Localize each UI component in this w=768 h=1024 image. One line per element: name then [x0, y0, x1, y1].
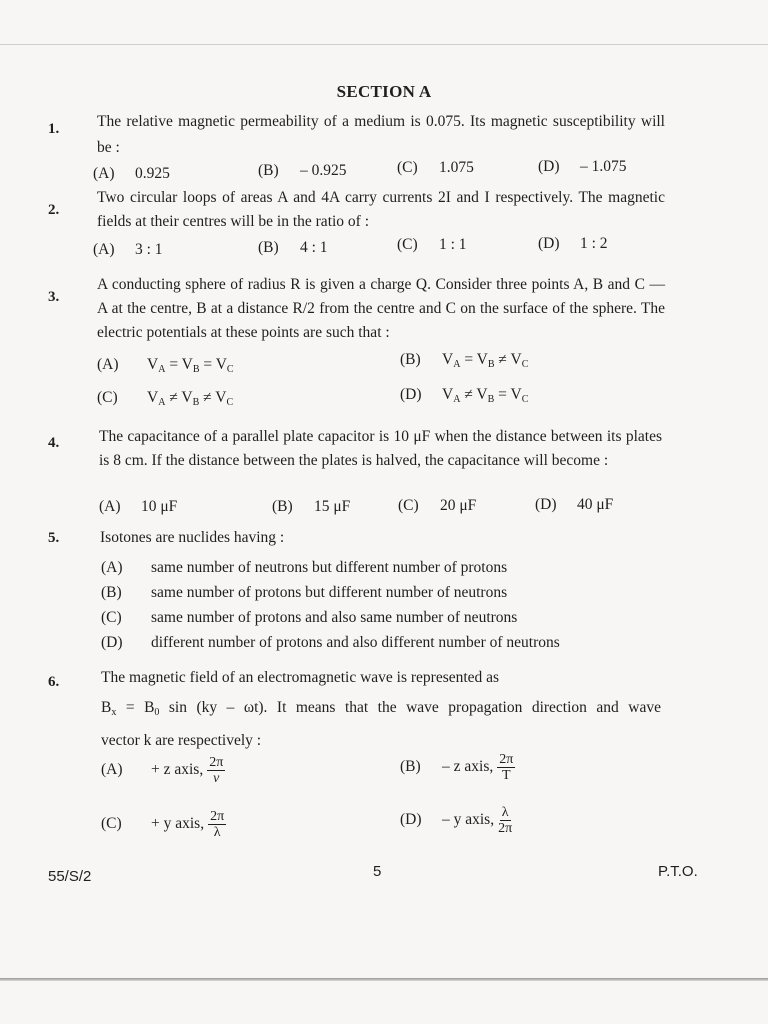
question-number: 1.	[48, 121, 60, 137]
option-1c: (C) 1.075	[397, 159, 474, 176]
option-4d: (D) 40 μF	[535, 496, 614, 513]
option-3c: (C) $V_A \ne V_B \ne V_C$	[97, 389, 234, 408]
option-5c: (C) same number of protons and also same number of neutrons	[101, 609, 518, 626]
option-6d: (D) – y axis, $\frac{\lambda}{2\pi}$	[400, 805, 513, 836]
option-4c: (C) 20 μF	[398, 497, 477, 514]
question-line-1: The magnetic field of an electromagnetic wave is represented as	[101, 669, 500, 686]
question-line-3: vector k are respectively :	[101, 732, 262, 749]
fraction: $\frac{2\pi}{\lambda}$	[210, 809, 225, 840]
question-text: Isotones are nuclides having :	[100, 529, 285, 546]
question-line-2: $B_x = B_0$ sin (ky – ωt). It means that the wave propagation direction and wave	[101, 699, 661, 718]
question-text: The capacitance of a parallel plate capacitor is 10 μF when the distance between its plates is 8 cm. If the distance between the plates is halved, the capacitance will become :	[99, 428, 662, 469]
question-text: The relative magnetic permeability of a medium is 0.075. Its magnetic susceptibility will be :	[97, 113, 665, 156]
fraction: $\frac{\lambda}{2\pi}$	[498, 805, 513, 836]
question-number: 5.	[48, 530, 60, 546]
question-number: 4.	[48, 435, 60, 451]
option-5b: (B) same number of protons but different number of neutrons	[101, 584, 508, 601]
paper-code: 55/S/2	[48, 868, 92, 885]
question-text: Two circular loops of areas A and 4A carry currents 2I and I respectively. The magnetic fields at their centres will be in the ratio of :	[97, 189, 665, 230]
pto-label: P.T.O.	[658, 863, 698, 880]
option-2b: (B) 4 : 1	[258, 239, 328, 256]
option-2c: (C) 1 : 1	[397, 236, 467, 253]
option-6a: (A) + z axis, $\frac{2\pi}{\nu}$	[101, 755, 224, 786]
option-6c: (C) + y axis, $\frac{2\pi}{\lambda}$	[101, 809, 225, 840]
option-3d: (D) $V_A \ne V_B = V_C$	[400, 386, 529, 405]
section-title: SECTION A	[336, 82, 432, 101]
question-number: 6.	[48, 674, 60, 690]
option-4b: (B) 15 μF	[272, 498, 351, 515]
fraction: $\frac{2\pi}{\nu}$	[209, 755, 224, 786]
question-number: 2.	[48, 202, 60, 218]
option-1b: (B) – 0.925	[258, 162, 347, 179]
option-6b: (B) – z axis, $\frac{2\pi}{T}$	[400, 752, 514, 783]
question-number: 3.	[48, 289, 60, 305]
option-4a: (A) 10 μF	[99, 498, 178, 515]
option-2d: (D) 1 : 2	[538, 235, 608, 252]
fraction: $\frac{2\pi}{T}$	[499, 752, 514, 783]
question-text	[101, 666, 661, 753]
question-text: A conducting sphere of radius R is given a charge Q. Consider three points A, B and C — A at the centre, B at a distance R/2 from the centre and C on the surface of the sphere. The electric potentials at these points are such that :	[97, 276, 665, 341]
option-2a: (A) 3 : 1	[93, 241, 163, 258]
option-5d: (D) different number of protons and also different number of neutrons	[101, 634, 560, 651]
page-top-edge	[0, 44, 768, 45]
page-bottom-edge	[0, 978, 768, 981]
option-3b: (B) $V_A = V_B \ne V_C$	[400, 351, 529, 370]
option-5a: (A) same number of neutrons but different number of protons	[101, 559, 508, 576]
option-1d: (D) – 1.075	[538, 158, 627, 175]
option-3a: (A) $V_A = V_B = V_C$	[97, 356, 234, 375]
page-number: 5	[373, 863, 382, 880]
option-1a: (A) 0.925	[93, 165, 170, 182]
